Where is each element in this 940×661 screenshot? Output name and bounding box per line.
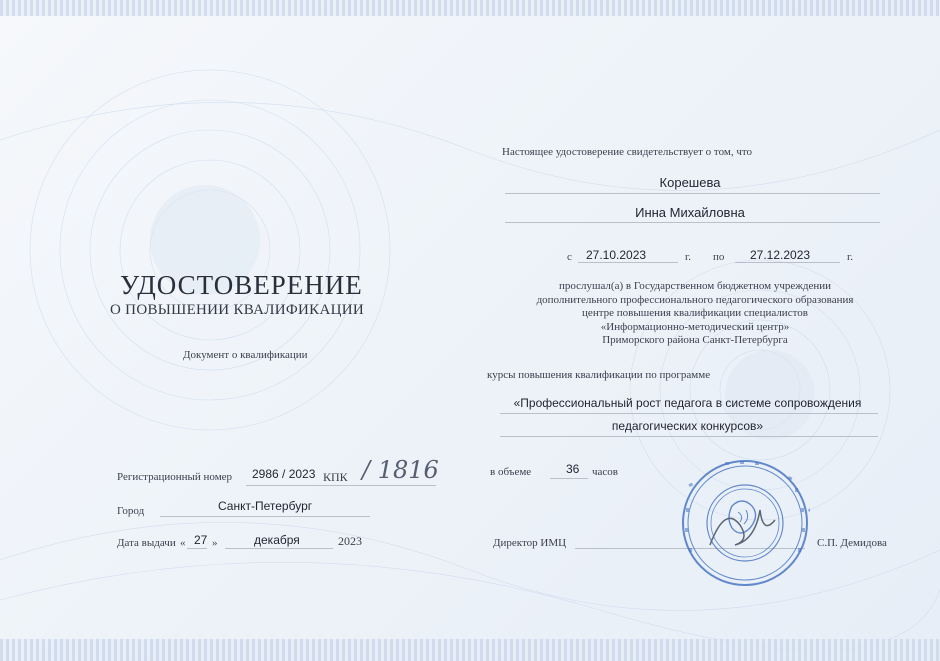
registration-number: 2986 / 2023	[252, 467, 316, 481]
volume-unit: часов	[592, 466, 618, 478]
year-suffix-to: г.	[847, 251, 854, 263]
program-label: курсы повышения квалификации по программе	[487, 369, 711, 381]
program-underline-2	[500, 436, 878, 437]
date-from: 27.10.2023	[586, 248, 647, 262]
document-type: Документ о квалификации	[183, 349, 308, 361]
institution-line: Приморского района Санкт-Петербурга	[602, 334, 788, 346]
program-underline-1	[500, 413, 878, 414]
date-to: 27.12.2023	[750, 248, 811, 262]
institution-line: дополнительного профессионального педагогического образования	[536, 293, 854, 306]
director-signature	[700, 490, 790, 560]
certificate-subtitle: О ПОВЫШЕНИИ КВАЛИФИКАЦИИ	[110, 302, 364, 318]
city-label: Город	[117, 505, 145, 517]
institution-line: «Информационно-методический центр»	[600, 320, 790, 333]
volume-label: в объеме	[490, 466, 532, 478]
intro-text: Настоящее удостоверение свидетельствует о том, что	[502, 146, 753, 158]
registration-underline	[246, 485, 436, 486]
year-suffix-from: г.	[685, 251, 692, 263]
recipient-name: Инна Михайловна	[635, 205, 745, 220]
date-to-label: по	[713, 251, 725, 263]
registration-handwritten-number: / 1816	[362, 456, 439, 484]
issue-open-quote: «	[180, 537, 186, 549]
registration-label: Регистрационный номер	[117, 471, 233, 483]
month-underline	[225, 548, 333, 549]
date-from-underline	[578, 262, 678, 263]
day-underline	[187, 548, 207, 549]
program-title-line2: педагогических конкурсов»	[611, 419, 764, 433]
surname-underline	[505, 193, 880, 194]
issue-close-quote: »	[212, 537, 218, 549]
issue-day: 27	[194, 533, 208, 547]
institution-line: центре повышения квалификации специалистов	[582, 307, 808, 319]
volume-underline	[550, 478, 588, 479]
issue-year: 2023	[338, 534, 362, 548]
institution-block	[510, 280, 880, 348]
certificate-title: УДОСТОВЕРЕНИЕ	[120, 270, 363, 300]
volume-hours: 36	[566, 462, 580, 476]
city-value: Санкт-Петербург	[218, 499, 313, 513]
director-name: С.П. Демидова	[817, 537, 887, 549]
issue-month: декабря	[254, 533, 300, 547]
bottom-border	[0, 639, 940, 661]
institution-line: прослушал(а) в Государственном бюджетном учреждении	[558, 280, 832, 292]
issue-date-label: Дата выдачи	[117, 537, 176, 549]
top-border	[0, 0, 940, 16]
director-label: Директор ИМЦ	[493, 537, 567, 549]
name-underline	[505, 222, 880, 223]
recipient-surname: Корешева	[659, 175, 721, 190]
registration-kpk: КПК	[323, 470, 348, 484]
city-underline	[160, 516, 370, 517]
date-to-underline	[735, 262, 840, 263]
program-title-line1: «Профессиональный рост педагога в системе сопровождения	[513, 396, 862, 410]
date-from-label: с	[567, 251, 572, 263]
